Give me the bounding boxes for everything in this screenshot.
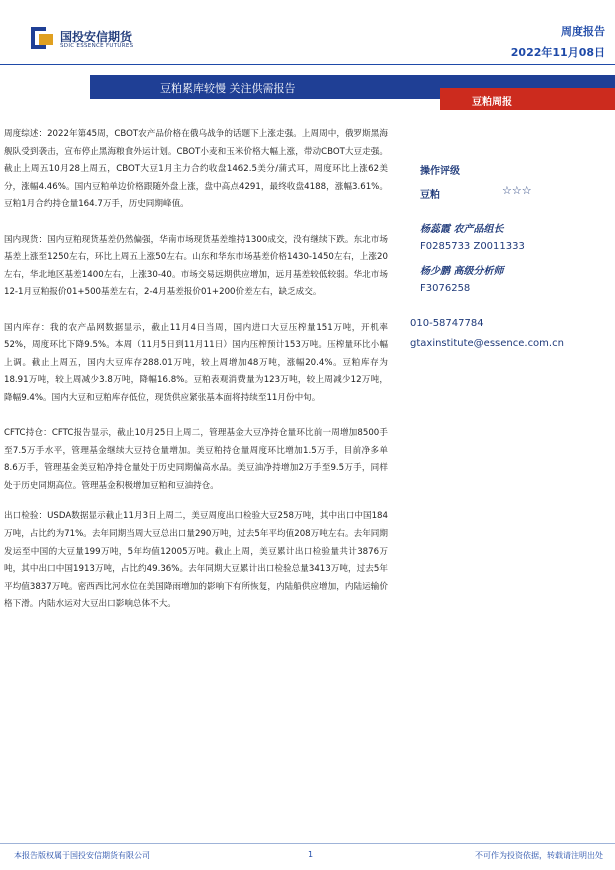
summary-paragraph: 周度综述：2022年第45周，CBOT农产品价格在俄乌战争的话题下上涨走强。上周周中，俄罗斯黑海舰队受到袭击，宣布停止黑海粮食外运计划。CBOT小麦和玉米价格大幅上涨，带动CBOT大豆走强。截止上周五10月28上周五，CBOT大豆1月主力合约收盘1462.5美分/蒲式耳，周度环比上涨62美分，涨幅4.46%。国内豆粕单边价格跟随外盘上涨，盘中高点4291，最终收盘4188，涨幅3.61%。豆粕1月合约持仓量164.7万手，历史同期峰值。 bbox=[4, 129, 388, 210]
rating-item: 豆粕 bbox=[420, 190, 440, 201]
inventory-paragraph: 国内库存：我的农产品网数据显示，截止11月4日当周，国内进口大豆压榨量151万吨，开机率52%，周度环比下降9.5%。本周（11月5日到11月11日）国内压榨预计153万吨。压榨量环比小幅上调。截止上周五，国内大豆库存288.01万吨，较上周增加48万吨，涨幅20.4%。豆粕库存为18.91万吨，较上周减少3.8万吨，降幅16.8%。豆粕表观消费量为123万吨，较上周减少12万吨，降幅9.4%。国内大豆和豆粕库存低位，现货供应紧张基本面将持续至11月份中旬。 bbox=[4, 322, 388, 403]
rating-label: 操作评级 bbox=[420, 166, 460, 177]
page-number: 1 bbox=[308, 850, 314, 859]
company-logo-icon bbox=[30, 26, 54, 50]
footer-disclaimer: 不可作为投资依据，转载请注明出处 bbox=[475, 851, 603, 860]
company-name-cn: 国投安信期货 bbox=[60, 30, 133, 44]
report-type: 周度报告 bbox=[561, 25, 605, 38]
company-name-en: SDIC ESSENCE FUTURES bbox=[60, 43, 134, 49]
report-tag bbox=[440, 88, 615, 110]
report-title: 豆粕累库较慢 关注供需报告 bbox=[160, 82, 296, 95]
analyst-name: 杨蕊霞 农产品组长 bbox=[420, 224, 504, 235]
export-paragraph: 出口检验：USDA数据显示截止11月3日上周二，美豆周度出口检验大豆258万吨，其中出口中国184万吨，占比约为71%。去年同期当周大豆总出口量290万吨，过去5年平均值208万吨左右。去年同期发运至中国的大豆量199万吨，5年均值12005万吨。截止上周，美豆累计出口检验量共计3876万吨，其中出口中国1913万吨，占比约49.36%。去年同期大豆累计出口检验总量3413万吨，过去5年平均值3837万吨。密西西比河水位在美国降雨增加的影响下有所恢复，内陆船供应增加，内陆运输价格下滑。内陆水运对大豆出口影响总体不大。 bbox=[4, 511, 388, 610]
contact-phone: 010-58747784 bbox=[410, 318, 484, 329]
header-divider bbox=[0, 64, 615, 65]
rating-stars-icon: ☆☆☆ bbox=[502, 184, 532, 197]
analyst-id: F3076258 bbox=[420, 283, 471, 294]
analyst-name: 杨少鹏 高级分析师 bbox=[420, 266, 504, 277]
cftc-paragraph: CFTC持仓：CFTC报告显示，截止10月25日上周二，管理基金大豆净持仓量环比前一周增加8500手至7.5万手水平，管理基金继续大豆持仓量增加。美豆粕持仓量周度环比增加1.5万手，目前净多单8.6万手，管理基金美豆粕净持仓量处于历史同期偏高水品。美豆油净持增加2万手至9.5万手，同样处于历史同期高位。管理基金积极增加豆粕和豆油持仓。 bbox=[4, 428, 388, 491]
report-body bbox=[4, 126, 388, 614]
spot-paragraph: 国内现货：国内豆粕现货基差仍然偏强，华南市场现货基差维持1300成交，没有继续下跌。东北市场基差上涨至1250左右，环比上周五上涨50左右。山东和华东市场基差价格1430-1450左右，上涨20左右，华北地区基差1400左右，上涨30-40。市场交易远期供应增加，远月基差较低较弱。华北市场12-1月豆粕报价01+500基差左右，2-4月基差报价01+200价差左右，缺乏成交。 bbox=[4, 234, 388, 298]
footer-copyright: 本报告版权属于国投安信期货有限公司 bbox=[14, 851, 150, 860]
footer-divider bbox=[0, 843, 615, 844]
analyst-id: F0285733 Z0011333 bbox=[420, 241, 525, 252]
report-tag-label: 豆粕周报 bbox=[472, 97, 512, 108]
contact-email[interactable]: gtaxinstitute@essence.com.cn bbox=[410, 338, 564, 349]
report-date: 2022年11月08日 bbox=[510, 46, 605, 59]
company-logo bbox=[30, 26, 230, 58]
